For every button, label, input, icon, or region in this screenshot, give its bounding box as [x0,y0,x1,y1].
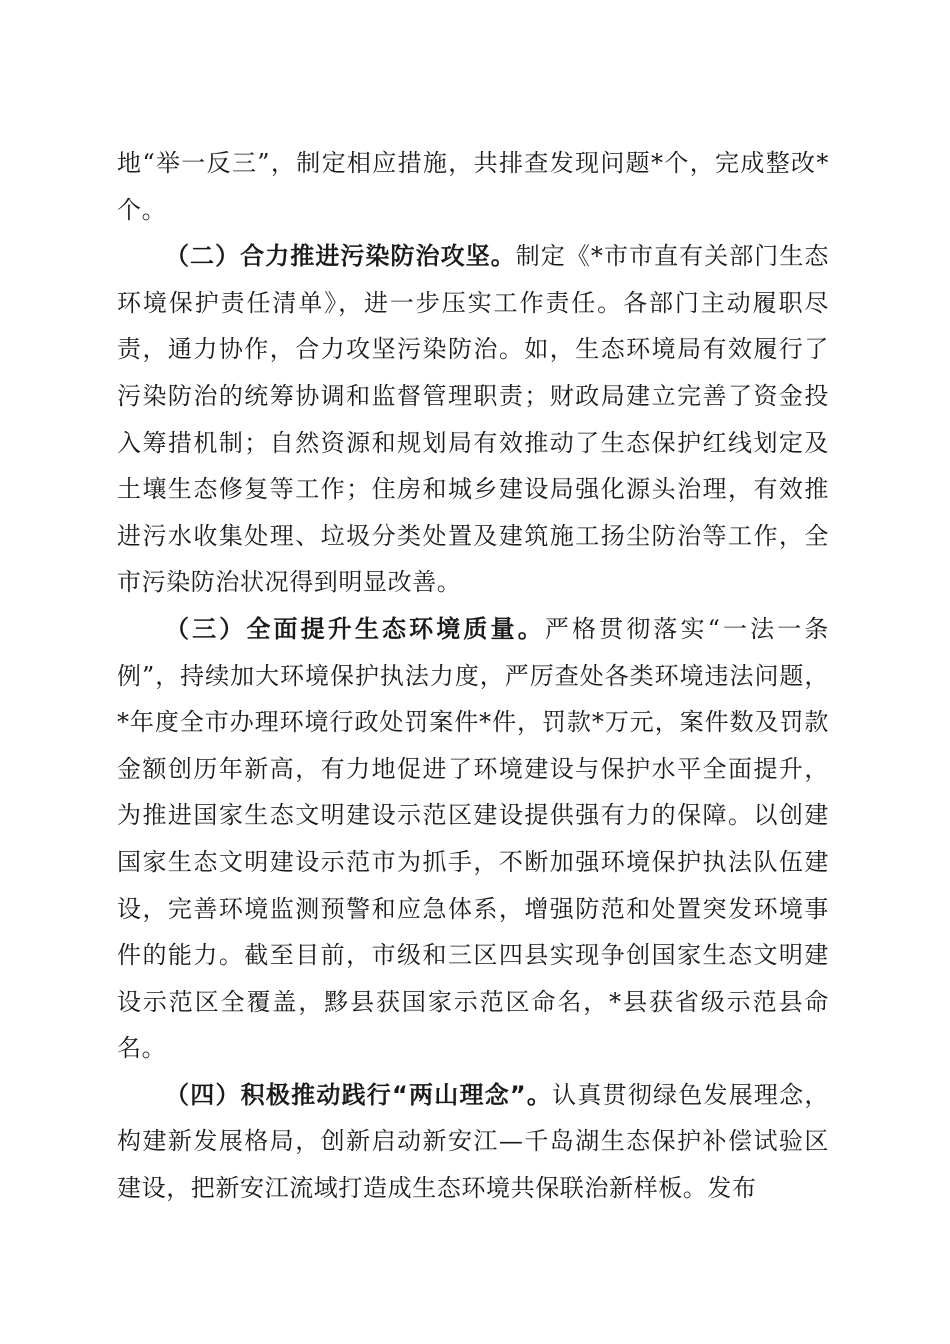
paragraph-pollution-control [117,233,829,606]
paragraph-body: 认真贯彻绿色发展理念，构建新发展格局，创新启动新安江—千岛湖生态保护补偿试验区建设，把新安江流域打造成生态环境共保联治新样板。发布 [117,1080,829,1203]
section-heading: （二）合力推进污染防治攻坚。 [165,242,516,271]
document-body [117,140,829,1212]
paragraph-body: 严格贯彻落实“一法一条例”，持续加大环境保护执法力度，严厉查处各类环境违法问题，*年度全市办理环境行政处罚案件*件，罚款*万元，案件数及罚款金额创历年新高，有力地促进了环境建设与保护水平全面提升，为推进国家生态文明建设示范区建设提供强有力的保障。以创建国家生态文明建设示范市为抓手，不断加强环境保护执法队伍建设，完善环境监测预警和应急体系，增强防范和处置突发环境事件的能力。截至目前，市级和三区四县实现争创国家生态文明建设示范区全覆盖，黟县获国家示范区命名，*县获省级示范县命名。 [117,614,829,1063]
paragraph-continuation [117,140,829,233]
paragraph-body: 制定《*市市直有关部门生态环境保护责任清单》，进一步压实工作责任。各部门主动履职尽责，通力协作，合力攻坚污染防治。如，生态环境局有效履行了污染防治的统筹协调和监督管理职责；财政局建立完善了资金投入筹措机制；自然资源和规划局有效推动了生态保护红线划定及土壤生态修复等工作；住房和城乡建设局强化源头治理，有效推进污水收集处理、垃圾分类处置及建筑施工扬尘防治等工作，全市污染防治状况得到明显改善。 [117,242,829,597]
section-heading: （四）积极推动践行“两山理念”。 [165,1080,553,1109]
paragraph-body: 地“举一反三”，制定相应措施，共排查发现问题*个，完成整改*个。 [117,149,829,224]
section-heading: （三）全面提升生态环境质量。 [165,614,545,643]
paragraph-environment-quality [117,606,829,1072]
paragraph-two-mountains [117,1072,829,1212]
